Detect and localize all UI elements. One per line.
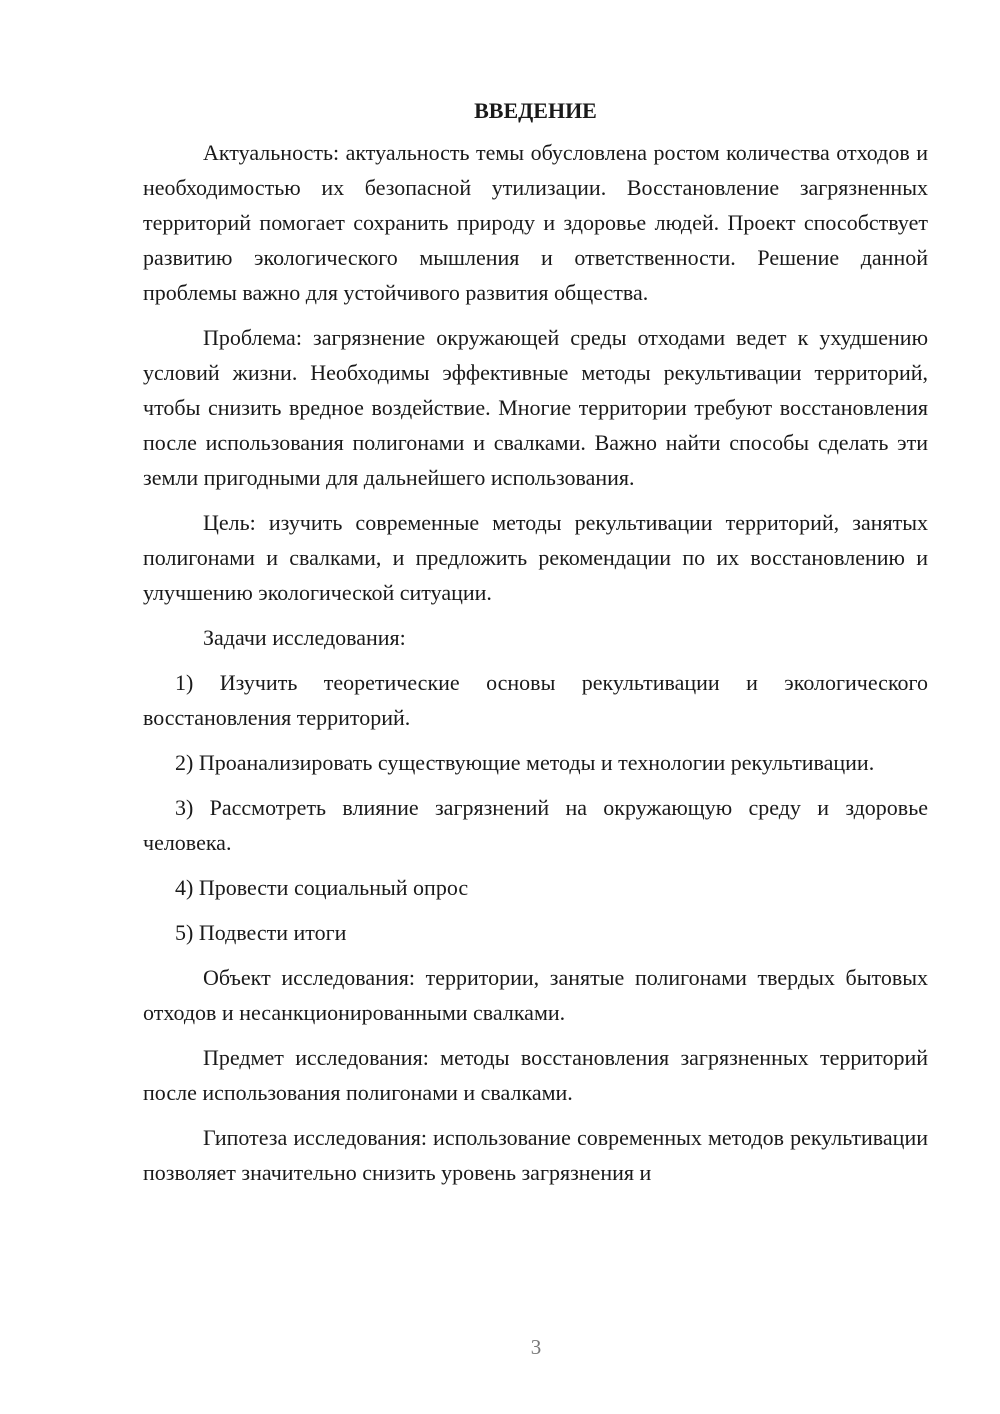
task-item-2: 2) Проанализировать существующие методы и технологии рекультивации. bbox=[175, 750, 875, 775]
problem-paragraph: Проблема: загрязнение окружающей среды отходами ведет к ухудшению условий жизни. Необходимы эффективные методы рекультивации территорий, чтобы снизить вредное воздействие. Многие территории требуют восстановления после использования полигонами и свалками. Важно найти способы сделать эти земли пригодными для дальнейшего использования. bbox=[143, 325, 928, 490]
task-item-3: 3) Рассмотреть влияние загрязнений на окружающую среду и здоровье человека. bbox=[143, 795, 928, 855]
hypothesis-paragraph: Гипотеза исследования: использование современных методов рекультивации позволяет значительно снизить уровень загрязнения и bbox=[143, 1125, 928, 1185]
goal-paragraph: Цель: изучить современные методы рекультивации территорий, занятых полигонами и свалками, и предложить рекомендации по их восстановлению и улучшению экологической ситуации. bbox=[143, 510, 928, 605]
page-title: ВВЕДЕНИЕ bbox=[474, 98, 597, 123]
task-item-5: 5) Подвести итоги bbox=[175, 920, 347, 945]
task-item-4: 4) Провести социальный опрос bbox=[175, 875, 469, 900]
relevance-paragraph: Актуальность: актуальность темы обусловлена ростом количества отходов и необходимостью их безопасной утилизации. Восстановление загрязненных территорий помогает сохранить природу и здоровье людей. Проект способствует развитию экологического мышления и ответственности. Решение данной проблемы важно для устойчивого развития общества. bbox=[143, 140, 928, 305]
task-item-1: 1) Изучить теоретические основы рекультивации и экологического восстановления территорий. bbox=[143, 670, 928, 730]
page-number: 3 bbox=[530, 1335, 542, 1359]
tasks-heading: Задачи исследования: bbox=[203, 625, 406, 650]
page-content bbox=[143, 96, 928, 1200]
subject-paragraph: Предмет исследования: методы восстановления загрязненных территорий после использования полигонами и свалками. bbox=[143, 1045, 928, 1105]
object-paragraph: Объект исследования: территории, занятые полигонами твердых бытовых отходов и несанкционированными свалками. bbox=[143, 965, 928, 1025]
